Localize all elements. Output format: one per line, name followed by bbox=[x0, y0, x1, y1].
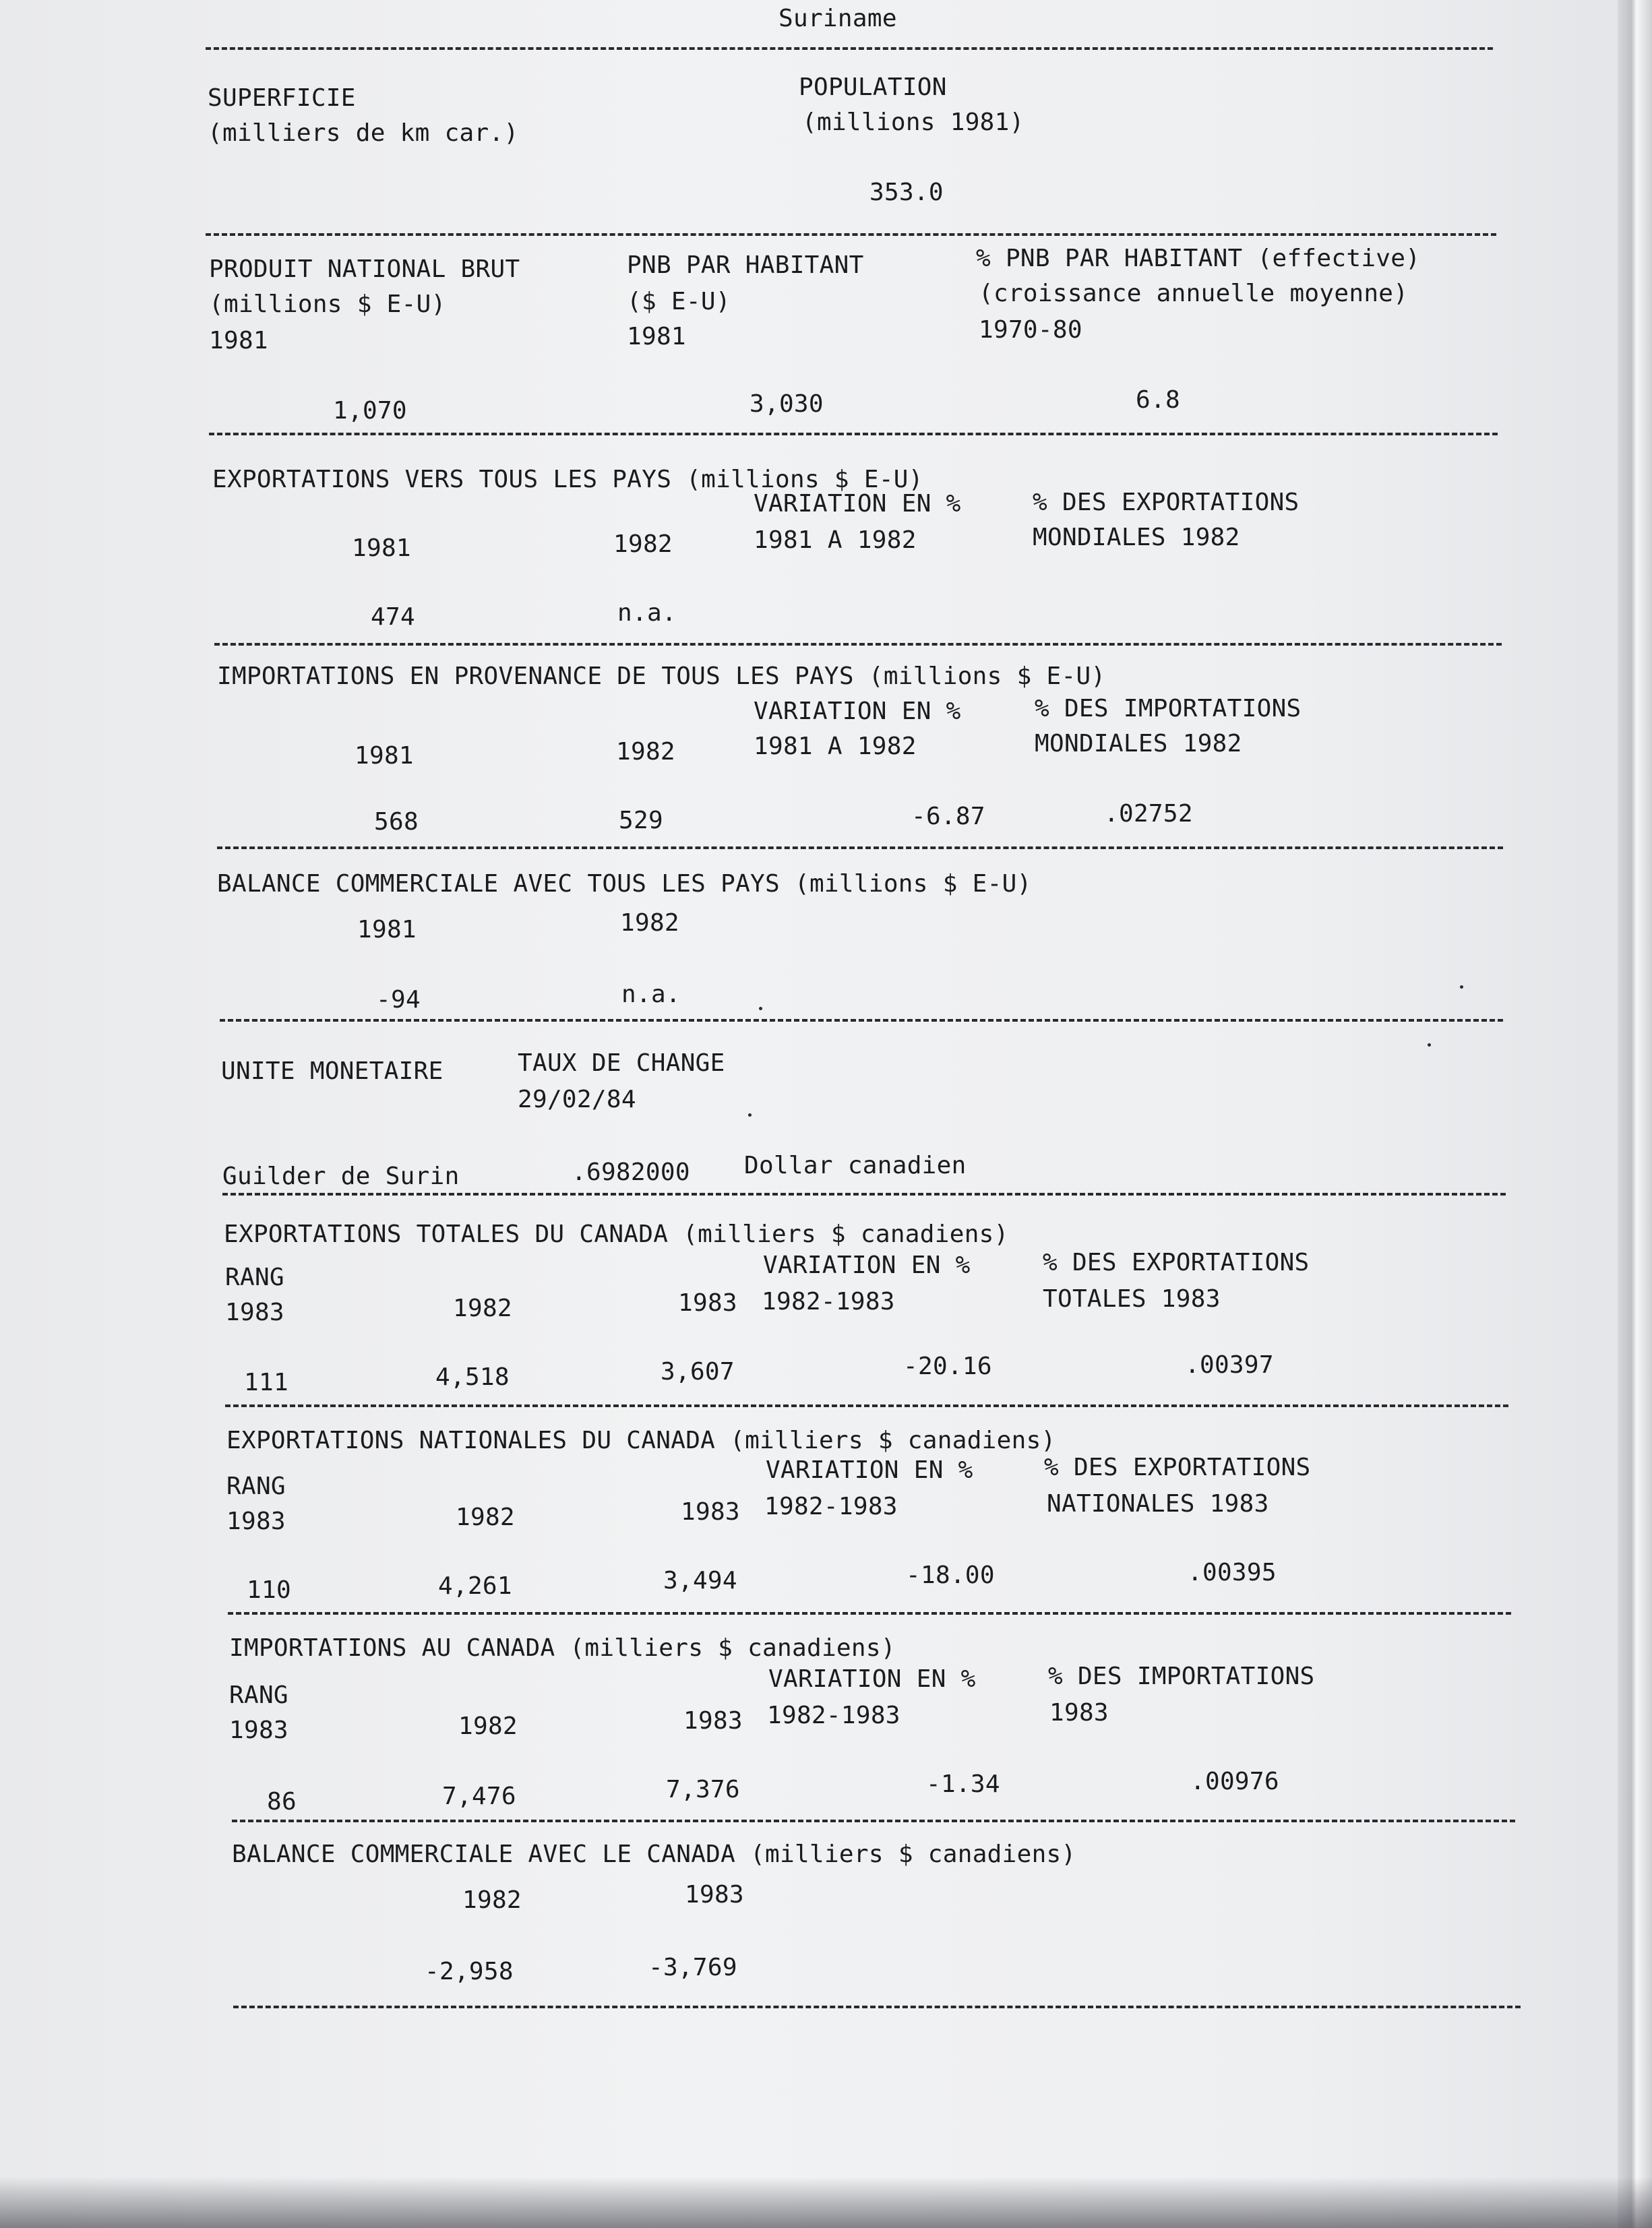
canada-national-exports-year-1983: 1983 bbox=[681, 1498, 740, 1526]
canada-imports-var-label: VARIATION EN % bbox=[768, 1665, 976, 1693]
canada-total-exports-share-label: % DES EXPORTATIONS bbox=[1043, 1249, 1310, 1276]
gnp-per-capita-year: 1981 bbox=[627, 323, 686, 350]
superficie-unit: (milliers de km car.) bbox=[208, 119, 519, 147]
canada-total-exports-rank: 111 bbox=[244, 1369, 288, 1396]
canada-imports-value-1982: 7,476 bbox=[442, 1783, 516, 1810]
balance-world-title: BALANCE COMMERCIALE AVEC TOUS LES PAYS (millions $ E-U) bbox=[217, 870, 1032, 898]
canada-imports-rank: 86 bbox=[267, 1788, 297, 1816]
exports-world-var-years: 1981 A 1982 bbox=[754, 526, 917, 554]
canada-imports-year-1982: 1982 bbox=[458, 1712, 518, 1740]
canada-imports-share-year: 1983 bbox=[1049, 1699, 1109, 1727]
exports-world-var-label: VARIATION EN % bbox=[754, 490, 961, 518]
imports-world-var-years: 1981 A 1982 bbox=[754, 733, 917, 760]
imports-world-share-year: MONDIALES 1982 bbox=[1035, 730, 1242, 757]
gnp-growth-label: % PNB PAR HABITANT (effective) bbox=[976, 245, 1421, 272]
exports-world-year-1982: 1982 bbox=[613, 530, 673, 558]
gnp-per-capita-label: PNB PAR HABITANT bbox=[627, 251, 864, 279]
canada-imports-share-label: % DES IMPORTATIONS bbox=[1048, 1663, 1315, 1690]
canada-balance-value-1982: -2,958 bbox=[425, 1958, 514, 1985]
canada-national-exports-var-label: VARIATION EN % bbox=[766, 1456, 973, 1484]
imports-world-var-label: VARIATION EN % bbox=[754, 698, 961, 725]
canada-national-exports-rank-label: RANG bbox=[226, 1473, 286, 1500]
canada-total-exports-share-year: TOTALES 1983 bbox=[1043, 1285, 1221, 1313]
canada-total-exports-var-label: VARIATION EN % bbox=[763, 1251, 971, 1279]
exports-world-share-year: MONDIALES 1982 bbox=[1033, 524, 1240, 551]
divider-currency bbox=[222, 1193, 1506, 1196]
exchange-rate-currency: Dollar canadien bbox=[744, 1152, 967, 1179]
canada-balance-year-1982: 1982 bbox=[462, 1886, 522, 1914]
divider-top bbox=[206, 47, 1493, 50]
exports-world-title: EXPORTATIONS VERS TOUS LES PAYS (millions $ E-U) bbox=[212, 466, 923, 493]
gnp-growth-unit: (croissance annuelle moyenne) bbox=[979, 280, 1409, 307]
canada-national-exports-rank-year: 1983 bbox=[226, 1508, 286, 1535]
exchange-rate-label: TAUX DE CHANGE bbox=[518, 1049, 725, 1077]
canada-national-exports-value-1983: 3,494 bbox=[663, 1567, 737, 1595]
currency-unit-value: Guilder de Surin bbox=[222, 1163, 460, 1190]
imports-world-title: IMPORTATIONS EN PROVENANCE DE TOUS LES PAYS (millions $ E-U) bbox=[217, 662, 1106, 690]
canada-national-exports-share-year: NATIONALES 1983 bbox=[1047, 1490, 1269, 1518]
currency-unit-label: UNITE MONETAIRE bbox=[221, 1057, 443, 1085]
divider-geo bbox=[206, 233, 1496, 236]
exchange-rate-value: .6982000 bbox=[572, 1158, 690, 1186]
page-bottom-shadow bbox=[0, 2177, 1652, 2228]
scan-speck bbox=[1460, 985, 1463, 989]
imports-world-share-label: % DES IMPORTATIONS bbox=[1035, 695, 1302, 722]
page-edge-shadow bbox=[1618, 0, 1652, 2228]
exchange-rate-date: 29/02/84 bbox=[518, 1086, 636, 1113]
gnp-label: PRODUIT NATIONAL BRUT bbox=[209, 255, 520, 283]
divider-canada-national-exports bbox=[228, 1612, 1511, 1615]
exports-world-year-1981: 1981 bbox=[352, 534, 411, 562]
canada-national-exports-variation: -18.00 bbox=[906, 1561, 995, 1589]
population-label: POPULATION bbox=[799, 73, 947, 101]
divider-gnp bbox=[209, 433, 1498, 435]
population-unit: (millions 1981) bbox=[802, 109, 1024, 136]
imports-world-value-1981: 568 bbox=[374, 808, 419, 836]
canada-imports-rank-label: RANG bbox=[229, 1681, 288, 1709]
canada-balance-value-1983: -3,769 bbox=[648, 1954, 737, 1981]
gnp-per-capita-value: 3,030 bbox=[749, 390, 824, 418]
canada-imports-title: IMPORTATIONS AU CANADA (milliers $ canadiens) bbox=[229, 1634, 896, 1662]
gnp-growth-value: 6.8 bbox=[1136, 386, 1180, 414]
canada-balance-year-1983: 1983 bbox=[685, 1881, 744, 1909]
canada-national-exports-var-years: 1982-1983 bbox=[764, 1493, 898, 1520]
balance-world-year-1982: 1982 bbox=[620, 909, 679, 937]
population-value: 353.0 bbox=[869, 179, 944, 206]
gnp-unit: (millions $ E-U) bbox=[209, 290, 446, 318]
balance-world-value-1981: -94 bbox=[376, 986, 421, 1014]
divider-bottom bbox=[233, 2006, 1521, 2008]
divider-canada-total-exports bbox=[225, 1404, 1508, 1407]
canada-total-exports-rank-label: RANG bbox=[225, 1264, 284, 1291]
canada-imports-variation: -1.34 bbox=[926, 1770, 1000, 1798]
canada-balance-title: BALANCE COMMERCIALE AVEC LE CANADA (milliers $ canadiens) bbox=[232, 1840, 1076, 1868]
canada-total-exports-title: EXPORTATIONS TOTALES DU CANADA (milliers $ canadiens) bbox=[224, 1220, 1009, 1248]
canada-national-exports-title: EXPORTATIONS NATIONALES DU CANADA (milliers $ canadiens) bbox=[226, 1427, 1056, 1454]
imports-world-year-1982: 1982 bbox=[616, 738, 675, 766]
canada-total-exports-share: .00397 bbox=[1185, 1351, 1274, 1379]
canada-national-exports-year-1982: 1982 bbox=[456, 1504, 515, 1531]
divider-imports-world bbox=[217, 846, 1503, 849]
divider-exports-world bbox=[214, 643, 1502, 646]
canada-total-exports-variation: -20.16 bbox=[903, 1353, 992, 1380]
canada-imports-value-1983: 7,376 bbox=[666, 1776, 740, 1803]
divider-canada-imports bbox=[232, 1820, 1515, 1822]
canada-total-exports-rank-year: 1983 bbox=[225, 1299, 284, 1326]
scan-speck bbox=[759, 1007, 762, 1010]
imports-world-value-1982: 529 bbox=[619, 807, 663, 834]
canada-national-exports-share: .00395 bbox=[1188, 1559, 1277, 1586]
canada-total-exports-value-1982: 4,518 bbox=[435, 1363, 510, 1391]
superficie-label: SUPERFICIE bbox=[208, 84, 356, 112]
canada-national-exports-share-label: % DES EXPORTATIONS bbox=[1044, 1454, 1311, 1481]
imports-world-year-1981: 1981 bbox=[355, 742, 414, 770]
canada-imports-rank-year: 1983 bbox=[229, 1716, 288, 1744]
canada-imports-year-1983: 1983 bbox=[683, 1707, 743, 1735]
gnp-per-capita-unit: ($ E-U) bbox=[627, 288, 731, 315]
exports-world-value-1982: n.a. bbox=[617, 599, 677, 627]
imports-world-share: .02752 bbox=[1104, 800, 1193, 828]
exports-world-share-label: % DES EXPORTATIONS bbox=[1033, 489, 1299, 516]
divider-balance-world bbox=[220, 1019, 1503, 1022]
balance-world-value-1982: n.a. bbox=[621, 981, 681, 1008]
gnp-year: 1981 bbox=[209, 327, 268, 354]
canada-total-exports-var-years: 1982-1983 bbox=[762, 1288, 895, 1316]
canada-total-exports-year-1983: 1983 bbox=[678, 1289, 737, 1317]
canada-imports-share: .00976 bbox=[1190, 1768, 1279, 1795]
gnp-value: 1,070 bbox=[333, 397, 407, 425]
imports-world-variation: -6.87 bbox=[911, 803, 985, 830]
exports-world-value-1981: 474 bbox=[371, 603, 415, 631]
gnp-growth-years: 1970-80 bbox=[979, 316, 1082, 344]
canada-total-exports-value-1983: 3,607 bbox=[661, 1358, 735, 1386]
canada-national-exports-value-1982: 4,261 bbox=[438, 1572, 512, 1600]
scan-speck bbox=[748, 1113, 752, 1117]
page-title: Suriname bbox=[778, 5, 897, 32]
canada-imports-var-years: 1982-1983 bbox=[767, 1702, 900, 1729]
scan-speck bbox=[1428, 1043, 1431, 1047]
canada-national-exports-rank: 110 bbox=[247, 1576, 291, 1604]
canada-total-exports-year-1982: 1982 bbox=[453, 1295, 512, 1322]
balance-world-year-1981: 1981 bbox=[357, 916, 417, 943]
